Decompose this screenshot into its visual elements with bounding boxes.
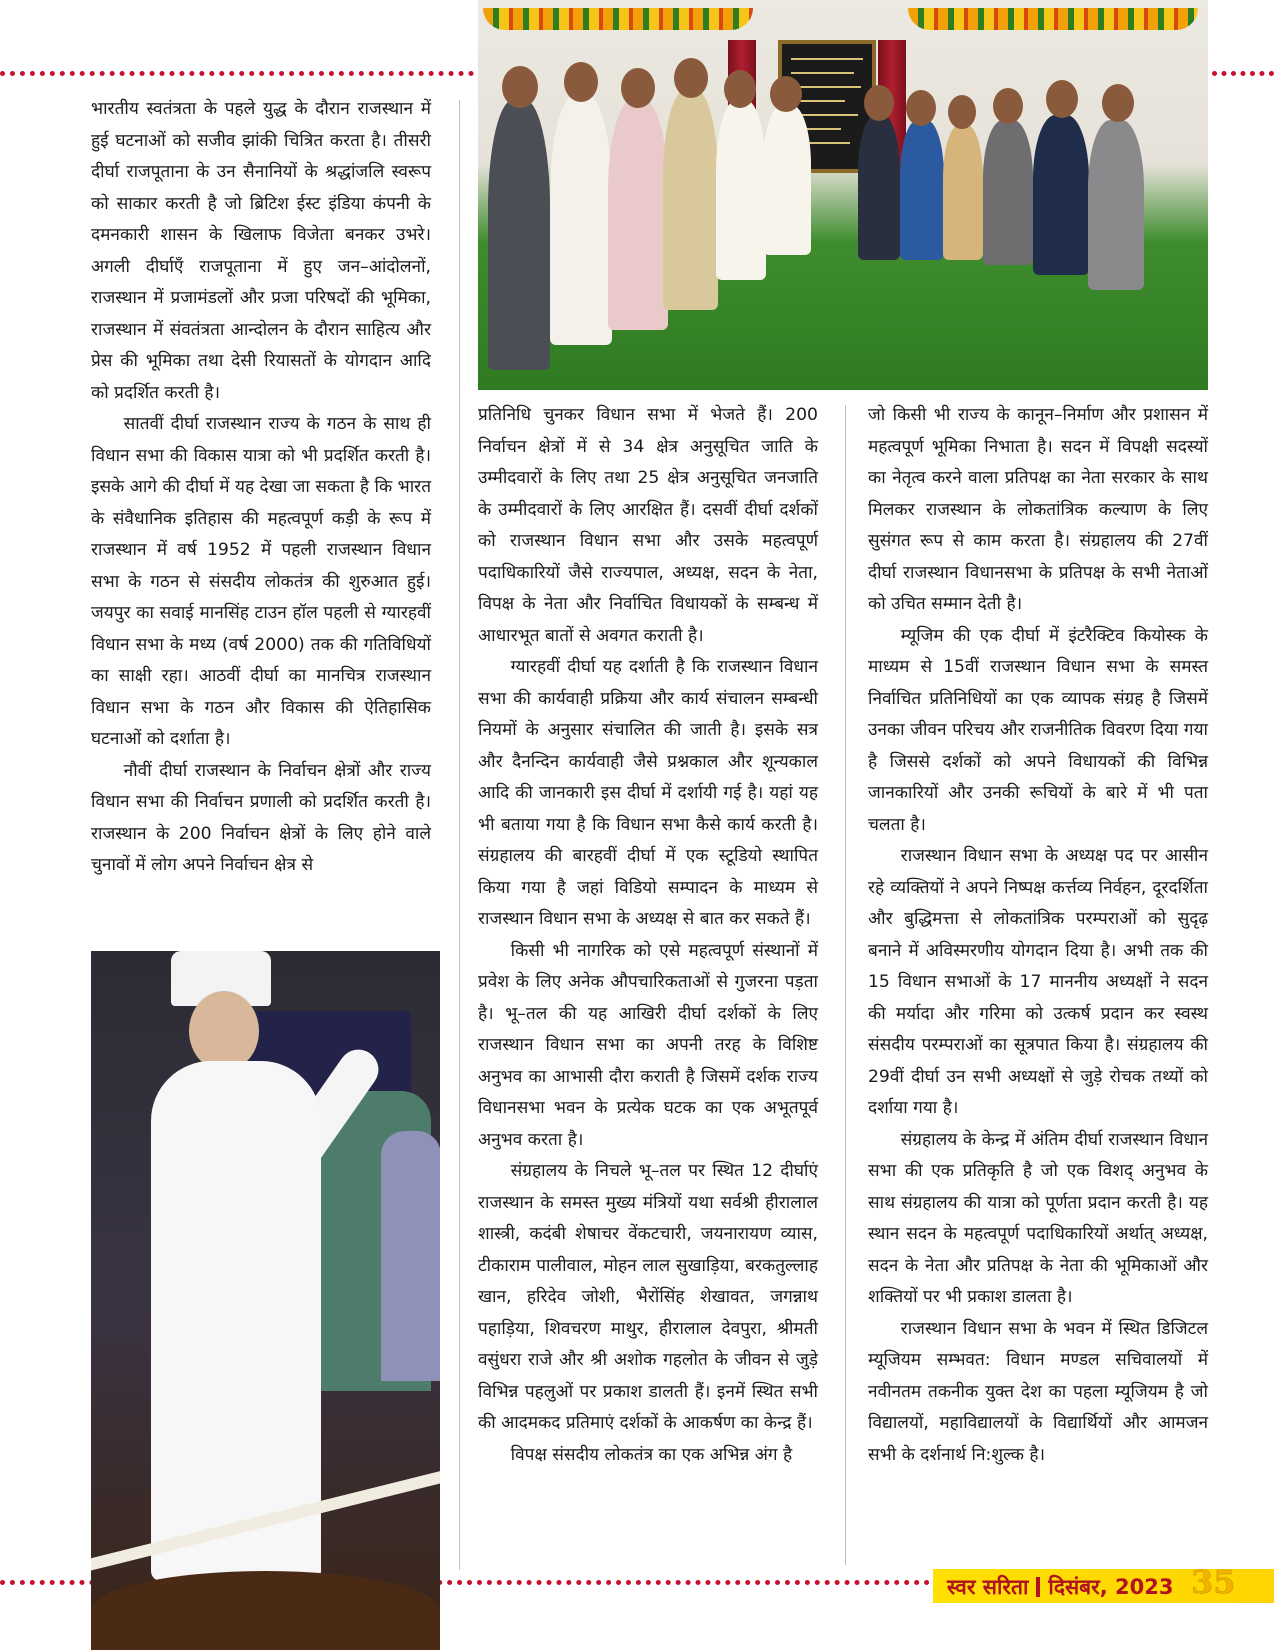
guest-figure: [550, 95, 612, 345]
top-left-dotted-rule: [0, 71, 474, 76]
statue-head: [189, 991, 259, 1071]
guest-figure: [983, 120, 1033, 265]
guest-figure: [608, 100, 668, 330]
paragraph: नौवीं दीर्घा राजस्थान के निर्वाचन क्षेत्रों और राज्य विधान सभा की निर्वाचन प्रणाली को प्रदर्शित करती है। राजस्थान के 200 निर्वाचन क्षेत्रों के लिए होने वाले चुनावों में लोग अपने निर्वाचन क्षेत्र से: [91, 760, 431, 875]
column-divider-right: [845, 405, 846, 1565]
garland-right: [908, 8, 1198, 30]
paragraph: म्यूजिम की एक दीर्घा में इंटरैक्टिव कियोस्क के माध्यम से 15वीं राजस्थान विधान सभा के समस्त निर्वाचित प्रतिनिधियों का एक व्यापक संग्रह है जिसमें उनका जीवन परिचय और राजनीतिक विवरण दिया गया है जिससे दर्शकों को अपने विधायकों की विभिन्न जानकारियों और उनकी रूचियों के बारे में भी पता चलता है।: [868, 625, 1208, 835]
paragraph: संग्रहालय के केन्द्र में अंतिम दीर्घा राजस्थान विधान सभा की एक प्रतिकृति है जो एक विशद् अनुभव के साथ संग्रहालय की यात्रा को पूर्णता प्रदान करती है। यह स्थान सदन के महत्वपूर्ण पदाधिकारियों अर्थात् अध्यक्ष, सदन के नेता और प्रतिपक्ष के नेता की भूमिकाओं और शक्तियों पर भी प्रकाश डालता है।: [868, 1129, 1208, 1307]
guest-figure: [1088, 120, 1144, 290]
paragraph: किसी भी नागरिक को एसे महत्वपूर्ण संस्थानों में प्रवेश के लिए अनेक औपचारिकताओं से गुजरना पड़ता है। भू–तल की यह आखिरी दीर्घा दर्शकों के लिए राजस्थान विधान सभा का अपनी तरह के विशिष्ट अनुभव का आभासी दौरा कराती है जिसमें दर्शक राज्य विधानसभा भवन के प्रत्येक घटक का एक अभूतपूर्व अनुभव करता है।: [478, 940, 818, 1150]
inauguration-photo: [478, 0, 1208, 390]
top-right-dotted-rule: [1212, 71, 1274, 76]
paragraph: राजस्थान विधान सभा के अध्यक्ष पद पर आसीन रहे व्यक्तियों ने अपने निष्पक्ष कर्त्तव्य निर्वहन, दूरदर्शिता और बुद्धिमत्ता से लोकतांत्रिक परम्पराओं को सुदृढ़ बनाने में अविस्मरणीय योगदान दिया है। अभी तक की 15 विधान सभाओं के 17 माननीय अध्यक्षों ने सदन की मर्यादा और गरिमा को उत्कर्ष प्रदान कर स्वस्थ संसदीय परम्पराओं का सूत्रपात किया है। संग्रहालय की 29वीं दीर्घा उन सभी अध्यक्षों से जुड़े रोचक तथ्यों को दर्शाया गया है।: [868, 846, 1208, 1118]
paragraph: ग्यारहवीं दीर्घा यह दर्शाती है कि राजस्थान विधान सभा की कार्यवाही प्रक्रिया और कार्य संचालन सम्बन्धी नियमों के अनुसार संचालित की जाती है। इसके सत्र और दैनन्दिन कार्यवाही जैसे प्रश्नकाल और शून्यकाल आदि की जानकारी इस दीर्घा में दर्शायी गई है। यहां यह भी बताया गया है कि विधान सभा कैसे कार्य करती है। संग्रहालय की बारहवीं दीर्घा में एक स्टूडियो स्थापित किया गया है जहां विडियो सम्पादन के माध्यम से राजस्थान विधान सभा के अध्यक्ष से बात कर सकते हैं।: [478, 657, 818, 929]
statue-coat: [151, 1061, 321, 1581]
issue-date: दिसंबर, 2023: [1048, 1575, 1174, 1599]
text-column-1: [91, 94, 431, 882]
paragraph: सातवीं दीर्घा राजस्थान राज्य के गठन के साथ ही विधान सभा की विकास यात्रा को भी प्रदर्शित करती है। इसके आगे की दीर्घा में यह देखा जा सकता है कि भारत के संवैधानिक इतिहास की महत्वपूर्ण कड़ी के रूप में राजस्थान में वर्ष 1952 में पहली राजस्थान विधान सभा के गठन से संसदीय लोकतंत्र की शुरुआत हुई। जयपुर का सवाई मानसिंह टाउन हॉल पहली से ग्यारहवीं विधान सभा के मध्य (वर्ष 2000) तक की गतिविधियों का साक्षी रहा। आठवीं दीर्घा का मानचित्र राजस्थान विधान सभा के गठन और विकास की ऐतिहासिक घटनाओं को दर्शाता है।: [91, 414, 431, 749]
paragraph: भारतीय स्वतंत्रता के पहले युद्ध के दौरान राजस्थान में हुई घटनाओं को सजीव झांकी चित्रित करता है। तीसरी दीर्घा राजपूताना के उन सैनानियों के श्रद्धांजलि स्वरूप को साकार करती है जो ब्रिटिश ईस्ट इंडिया कंपनी के दमनकारी शासन के खिलाफ विजेता बनकर उभरे। अगली दीर्घाएँ राजपूताना में हुए जन–आंदोलनों, राजस्थान में प्रजामंडलों और प्रजा परिषदों की भूमिका, राजस्थान में संवतंत्रता आन्दोलन के दौरान साहित्य और प्रेस की भूमिका तथा देसी रियासतों के योगदान आदि को प्रदर्शित करती है।: [91, 99, 431, 403]
garland-left: [483, 8, 753, 30]
text-column-2: [478, 400, 818, 1471]
paragraph: प्रतिनिधि चुनकर विधान सभा में भेजते हैं। 200 निर्वाचन क्षेत्रों में से 34 क्षेत्र अनुसूचित जाति के उम्मीदवारों के लिए तथा 25 क्षेत्र अनुसूचित जनजाति के उम्मीदवारों के लिए आरक्षित हैं। दसवीं दीर्घा दर्शकों को राजस्थान विधान सभा और उसके महत्वपूर्ण पदाधिकारियों जैसे राज्यपाल, अध्यक्ष, सदन के नेता, विपक्ष के नेता और निर्वाचित विधायकों के सम्बन्ध में आधारभूत बातों से अवगत कराती है।: [478, 405, 818, 646]
text-column-3: [868, 400, 1208, 1471]
magazine-name: स्वर सरिता: [947, 1575, 1029, 1599]
page-footer: [933, 1563, 1274, 1603]
guest-figure: [943, 125, 983, 260]
footer-text: [947, 1573, 1174, 1601]
column-divider-left: [459, 100, 460, 1570]
guest-figure: [900, 120, 944, 260]
guest-figure: [663, 90, 718, 310]
statue-photo: [91, 951, 440, 1650]
statue-plinth: [91, 1571, 440, 1650]
paragraph: जो किसी भी राज्य के कानून–निर्माण और प्रशासन में महत्वपूर्ण भूमिका निभाता है। सदन में विपक्षी सदस्यों का नेतृत्व करने वाला प्रतिपक्ष का नेता सरकार के साथ मिलकर राजस्थान के लोकतांत्रिक कल्याण के लिए सुसंगत रूप से काम करता है। संग्रहालय की 27वीं दीर्घा राजस्थान विधानसभा के प्रतिपक्ष के सभी नेताओं को उचित सम्मान देती है।: [868, 405, 1208, 614]
paragraph: संग्रहालय के निचले भू–तल पर स्थित 12 दीर्घाएं राजस्थान के समस्त मुख्य मंत्रियों यथा सर्वश्री हीरालाल शास्त्री, कदंबी शेषाचर वेंकटचारी, जयनारायण व्यास, टीकाराम पालीवाल, मोहन लाल सुखाड़िया, बरकतुल्लाह खान, हरिदेव जोशी, भैरोंसिंह शेखावत, जगन्नाथ पहाड़िया, शिवचरण माथुर, हीरालाल देवपुरा, श्रीमती वसुंधरा राजे और श्री अशोक गहलोत के जीवन से जुड़े विभिन्न पहलुओं पर प्रकाश डालती हैं। इनमें स्थित सभी की आदमकद प्रतिमाएं दर्शकों के आकर्षण का केन्द्र हैं।: [478, 1161, 818, 1433]
guest-figure: [858, 115, 900, 260]
guest-figure: [488, 100, 550, 370]
paragraph: राजस्थान विधान सभा के भवन में स्थित डिजिटल म्यूजियम सम्भवत: विधान मण्डल सचिवालयों में नवीनतम तकनीक युक्त देश का पहला म्यूजियम है जो विद्यालयों, महाविद्यालयों के विद्यार्थियों और आमजन सभी के दर्शनार्थ नि:शुल्क है।: [868, 1318, 1208, 1465]
guest-figure: [1033, 115, 1089, 275]
guest-figure: [763, 105, 811, 255]
footer-separator: [1036, 1577, 1040, 1597]
page-number: 35: [1191, 1563, 1236, 1601]
paragraph: विपक्ष संसदीय लोकतंत्र का एक अभिन्न अंग है: [510, 1444, 793, 1465]
guest-figure: [716, 100, 766, 280]
